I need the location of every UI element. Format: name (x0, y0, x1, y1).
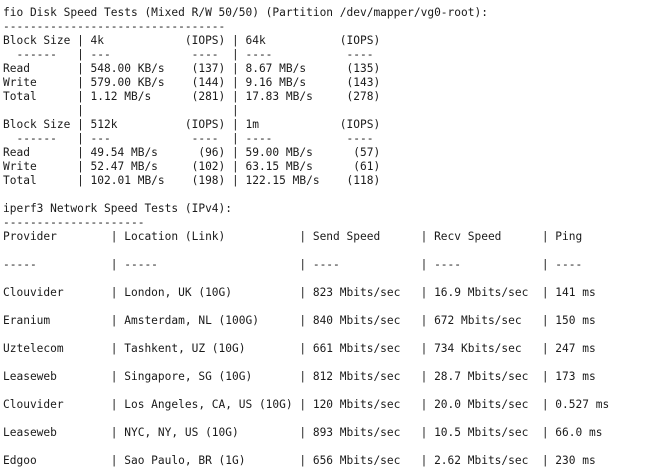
disk-test-header: fio Disk Speed Tests (Mixed R/W 50/50) (Partition /dev/mapper/vg0-root): (3, 6, 488, 19)
network-columns-separator: ----- | ----- | ---- | ---- | ---- (3, 258, 583, 271)
disk-read-row: Read | 49.54 MB/s (96) | 59.00 MB/s (57) (3, 146, 381, 159)
disk-write-row: Write | 579.00 KB/s (144) | 9.16 MB/s (143) (3, 76, 381, 89)
disk-total-row: Total | 1.12 MB/s (281) | 17.83 MB/s (278) (3, 90, 381, 103)
network-row: Uztelecom | Tashkent, UZ (10G) | 661 Mbits/sec | 734 Kbits/sec | 247 ms (3, 342, 596, 355)
network-row: Leaseweb | NYC, NY, US (10G) | 893 Mbits/sec | 10.5 Mbits/sec | 66.0 ms (3, 426, 603, 439)
disk-test-rule: --------------------------------- (3, 20, 226, 33)
disk-block-header: Block Size | 512k (IOPS) | 1m (IOPS) (3, 118, 381, 131)
disk-write-row: Write | 52.47 MB/s (102) | 63.15 MB/s (61) (3, 160, 381, 173)
network-row: Clouvider | London, UK (10G) | 823 Mbits/sec | 16.9 Mbits/sec | 141 ms (3, 286, 596, 299)
network-row: Edgoo | Sao Paulo, BR (1G) | 656 Mbits/sec | 2.62 Mbits/sec | 230 ms (3, 454, 596, 467)
disk-read-row: Read | 548.00 KB/s (137) | 8.67 MB/s (135) (3, 62, 381, 75)
disk-block-separator: ------ | --- ---- | ---- ---- (3, 132, 374, 145)
network-row: Clouvider | Los Angeles, CA, US (10G) | 120 Mbits/sec | 20.0 Mbits/sec | 0.527 ms (3, 398, 610, 411)
disk-block-spacer: | | (3, 104, 239, 117)
network-test-header: iperf3 Network Speed Tests (IPv4): (3, 202, 233, 215)
disk-total-row: Total | 102.01 MB/s (198) | 122.15 MB/s (118) (3, 174, 381, 187)
network-row: Eranium | Amsterdam, NL (100G) | 840 Mbits/sec | 672 Mbits/sec | 150 ms (3, 314, 596, 327)
network-row: Leaseweb | Singapore, SG (10G) | 812 Mbits/sec | 28.7 Mbits/sec | 173 ms (3, 370, 596, 383)
network-test-rule: --------------------- (3, 216, 145, 229)
disk-block-separator: ------ | --- ---- | ---- ---- (3, 48, 374, 61)
network-columns-header: Provider | Location (Link) | Send Speed | Recv Speed | Ping (3, 230, 583, 243)
disk-block-header: Block Size | 4k (IOPS) | 64k (IOPS) (3, 34, 381, 47)
